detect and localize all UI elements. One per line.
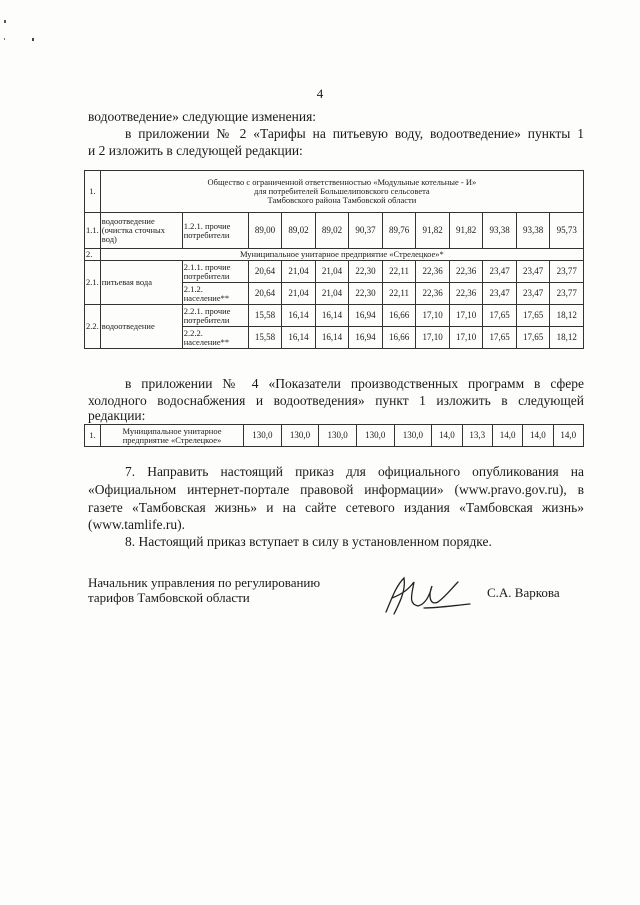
value-cell: 130,0 xyxy=(319,425,357,447)
value-cell: 17,10 xyxy=(449,327,483,349)
table-row xyxy=(85,213,584,249)
value-cell: 22,36 xyxy=(449,283,483,305)
value-cell: 22,11 xyxy=(382,283,416,305)
value-cell: 17,65 xyxy=(483,305,517,327)
value-cell: 23,47 xyxy=(516,283,550,305)
value-cell: 90,37 xyxy=(349,213,383,249)
value-cell: 22,11 xyxy=(382,261,416,283)
item7-line-2: «Официальном интернет-портале правовой информации» (www.pravo.gov.ru), в xyxy=(88,482,584,497)
para4-line-3: редакции: xyxy=(88,408,146,423)
value-cell: 22,36 xyxy=(416,261,450,283)
table-row xyxy=(85,305,584,327)
table-row xyxy=(85,425,584,447)
tariff-table xyxy=(84,170,584,349)
value-cell: 89,02 xyxy=(315,213,349,249)
scan-specks xyxy=(0,0,640,60)
value-cell: 91,82 xyxy=(416,213,450,249)
value-cell: 23,47 xyxy=(516,261,550,283)
value-cell: 23,77 xyxy=(550,261,584,283)
consumer-cell: 1.2.1. прочие потребители xyxy=(182,213,248,249)
value-cell: 15,58 xyxy=(248,327,282,349)
org-header-line: Тамбовского района Тамбовской области xyxy=(267,195,417,205)
value-cell: 130,0 xyxy=(356,425,394,447)
handwritten-signature xyxy=(378,568,478,620)
value-cell: 16,14 xyxy=(282,327,316,349)
value-cell: 17,65 xyxy=(516,305,550,327)
value-cell: 17,65 xyxy=(483,327,517,349)
row-number: 1. xyxy=(85,425,101,447)
value-cell: 15,58 xyxy=(248,305,282,327)
value-cell: 13,3 xyxy=(462,425,492,447)
value-cell: 14,0 xyxy=(553,425,583,447)
value-cell: 21,04 xyxy=(315,283,349,305)
value-cell: 16,66 xyxy=(382,327,416,349)
value-cell: 93,38 xyxy=(483,213,517,249)
consumer-cell: 2.1.2. население** xyxy=(182,283,248,305)
row-number: 2.1. xyxy=(85,261,101,305)
page-number: 4 xyxy=(316,86,324,101)
para4-line-1: в приложении № 4 «Показатели производственных программ в сфере xyxy=(125,376,584,391)
value-cell: 130,0 xyxy=(281,425,319,447)
item8-text: 8. Настоящий приказ вступает в силу в установленном порядке. xyxy=(125,534,492,549)
intro-line-2: в приложении № 2 «Тарифы на питьевую воду, водоотведение» пункты 1 xyxy=(125,126,584,141)
value-cell: 21,04 xyxy=(315,261,349,283)
service-cell: питьевая вода xyxy=(100,261,182,305)
value-cell: 89,76 xyxy=(382,213,416,249)
value-cell: 91,82 xyxy=(449,213,483,249)
section-title: Муниципальное унитарное предприятие «Стрелецкое»* xyxy=(100,249,583,261)
value-cell: 17,10 xyxy=(416,305,450,327)
intro-line-3: и 2 изложить в следующей редакции: xyxy=(88,143,303,158)
para4-line-2: холодного водоснабжения и водоотведения» пункт 1 изложить в следующей xyxy=(88,393,584,408)
table-row xyxy=(85,249,584,261)
value-cell: 22,30 xyxy=(349,283,383,305)
consumer-cell: 2.1.1. прочие потребители xyxy=(182,261,248,283)
indicators-table xyxy=(84,424,584,447)
value-cell: 22,36 xyxy=(449,261,483,283)
value-cell: 17,65 xyxy=(516,327,550,349)
row-number: 2.2. xyxy=(85,305,101,349)
value-cell: 130,0 xyxy=(244,425,282,447)
value-cell: 20,64 xyxy=(248,261,282,283)
value-cell: 22,30 xyxy=(349,261,383,283)
table-row xyxy=(85,261,584,283)
row-number: 2. xyxy=(85,249,101,261)
value-cell: 16,14 xyxy=(315,327,349,349)
value-cell: 14,0 xyxy=(492,425,522,447)
value-cell: 21,04 xyxy=(282,261,316,283)
value-cell: 14,0 xyxy=(523,425,553,447)
value-cell: 89,00 xyxy=(248,213,282,249)
org-name-cell: Муниципальное унитарное предприятие «Стрелецкое» xyxy=(101,425,244,447)
value-cell: 17,10 xyxy=(449,305,483,327)
value-cell: 16,14 xyxy=(282,305,316,327)
value-cell: 16,14 xyxy=(315,305,349,327)
value-cell: 18,12 xyxy=(550,305,584,327)
value-cell: 16,94 xyxy=(349,305,383,327)
value-cell: 93,38 xyxy=(516,213,550,249)
item7-line-3: газете «Тамбовская жизнь» и на сайте сетевого издания «Тамбовская жизнь» xyxy=(88,500,584,515)
item7-line-1: 7. Направить настоящий приказ для официального опубликования на xyxy=(125,464,584,479)
service-cell: водоотведение (очистка сточных вод) xyxy=(100,213,182,249)
service-cell: водоотведение xyxy=(100,305,182,349)
value-cell: 89,02 xyxy=(282,213,316,249)
value-cell: 95,73 xyxy=(550,213,584,249)
signatory-position xyxy=(88,575,320,605)
value-cell: 23,47 xyxy=(483,261,517,283)
value-cell: 16,66 xyxy=(382,305,416,327)
item7-line-4: (www.tamlife.ru). xyxy=(88,517,185,532)
signatory-name: С.А. Варкова xyxy=(487,585,560,600)
value-cell: 21,04 xyxy=(282,283,316,305)
value-cell: 22,36 xyxy=(416,283,450,305)
org-header-line: Общество с ограниченной ответственностью «Модульные котельные - И» xyxy=(207,177,477,187)
value-cell: 16,94 xyxy=(349,327,383,349)
row-number: 1.1. xyxy=(85,213,101,249)
org-header-line: для потребителей Большелиповского сельсовета xyxy=(254,186,430,196)
org-header xyxy=(100,171,583,213)
table-row xyxy=(85,171,584,213)
row-number: 1. xyxy=(85,171,101,213)
value-cell: 23,77 xyxy=(550,283,584,305)
consumer-cell: 2.2.1. прочие потребители xyxy=(182,305,248,327)
value-cell: 14,0 xyxy=(432,425,462,447)
value-cell: 17,10 xyxy=(416,327,450,349)
value-cell: 130,0 xyxy=(394,425,432,447)
signatory-position-line: тарифов Тамбовской области xyxy=(88,590,250,605)
value-cell: 23,47 xyxy=(483,283,517,305)
value-cell: 20,64 xyxy=(248,283,282,305)
value-cell: 18,12 xyxy=(550,327,584,349)
consumer-cell: 2.2.2. население** xyxy=(182,327,248,349)
signatory-position-line: Начальник управления по регулированию xyxy=(88,575,321,590)
intro-line-1: водоотведение» следующие изменения: xyxy=(88,109,317,124)
